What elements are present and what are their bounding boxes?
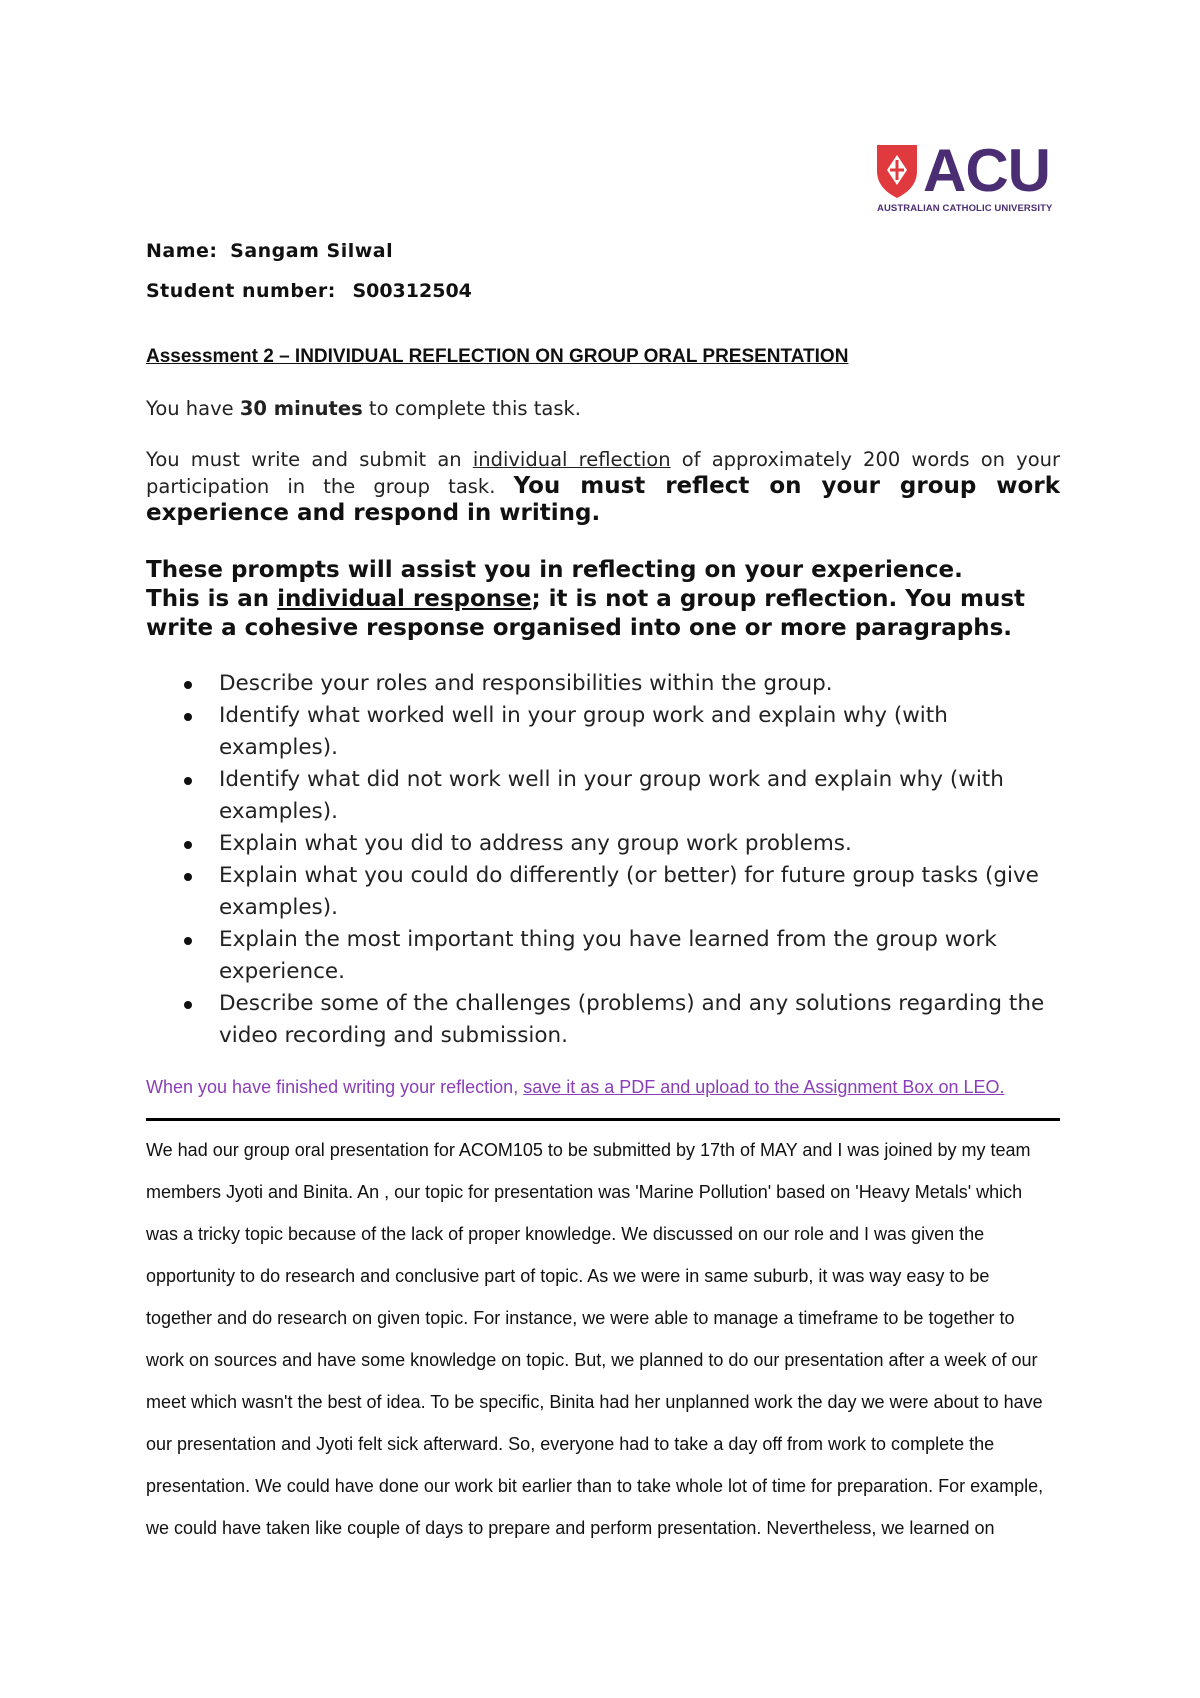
instruction-paragraph xyxy=(146,446,1060,527)
bullet-dot-icon xyxy=(184,841,192,849)
student-number-label: Student number: xyxy=(146,280,336,302)
essay-line: meet which wasn't the best of idea. To be specific, Binita had her unplanned work the day we were about to have xyxy=(146,1392,1043,1412)
list-item xyxy=(146,668,1060,700)
reflection-essay xyxy=(146,1136,1060,1556)
shield-icon xyxy=(875,143,919,199)
prompts-line1: These prompts will assist you in reflecting on your experience. xyxy=(146,557,963,583)
instruction-bold: You must reflect on your group work experience and respond in writing. xyxy=(146,473,1060,526)
essay-line: together and do research on given topic. For instance, we were able to manage a timeframe to be together to xyxy=(146,1308,1015,1328)
prompts-paragraph xyxy=(146,556,1060,643)
essay-line: We had our group oral presentation for ACOM105 to be submitted by 17th of MAY and I was joined by my team xyxy=(146,1140,1031,1160)
assessment-title: Assessment 2 – INDIVIDUAL REFLECTION ON GROUP ORAL PRESENTATION xyxy=(146,346,849,367)
list-item xyxy=(146,764,1060,828)
prompts-line2-pre: This is an xyxy=(146,586,278,612)
logo-subtitle: AUSTRALIAN CATHOLIC UNIVERSITY xyxy=(877,203,1053,214)
bullet-dot-icon xyxy=(184,1001,192,1009)
essay-line: members Jyoti and Binita. An , our topic for presentation was 'Marine Pollution' based on 'Heavy Metals' which xyxy=(146,1182,1023,1202)
instruction-pre: You must write and submit an xyxy=(146,448,473,471)
prompts-line2 xyxy=(146,585,1060,643)
list-item xyxy=(146,924,1060,988)
bullet-dot-icon xyxy=(184,681,192,689)
student-number-value: S00312504 xyxy=(352,280,472,302)
time-note xyxy=(146,395,1060,422)
bullet-text: Identify what worked well in your group work and explain why (with examples). xyxy=(219,703,948,760)
bullet-text: Identify what did not work well in your group work and explain why (with examples). xyxy=(219,767,1004,824)
essay-line: work on sources and have some knowledge on topic. But, we planned to do our presentation after a week of our xyxy=(146,1350,1038,1370)
submit-note xyxy=(146,1077,1060,1098)
essay-line: opportunity to do research and conclusive part of topic. As we were in same suburb, it was way easy to be xyxy=(146,1266,990,1286)
prompt-bullet-list xyxy=(146,668,1060,1052)
bullet-text: Describe some of the challenges (problems) and any solutions regarding the video recording and submission. xyxy=(219,991,1045,1048)
bullet-text: Explain what you could do differently (or better) for future group tasks (give examples). xyxy=(219,863,1039,920)
time-note-post: to complete this task. xyxy=(362,397,581,420)
submit-note-link[interactable]: save it as a PDF and upload to the Assignment Box on LEO. xyxy=(523,1077,1005,1097)
time-note-bold: 30 minutes xyxy=(239,397,363,420)
list-item xyxy=(146,860,1060,924)
acu-logo xyxy=(875,137,1075,215)
student-name-line xyxy=(146,240,393,262)
bullet-dot-icon xyxy=(184,937,192,945)
list-item xyxy=(146,828,1060,860)
essay-line: was a tricky topic because of the lack of proper knowledge. We discussed on our role and I was given the xyxy=(146,1224,985,1244)
bullet-dot-icon xyxy=(184,777,192,785)
time-note-pre: You have xyxy=(146,397,240,420)
name-label: Name: xyxy=(146,240,218,262)
instruction-post: of approximately 200 words on your participation in the group task. xyxy=(146,448,1061,498)
section-divider xyxy=(146,1118,1060,1121)
student-number-line xyxy=(146,280,472,302)
prompts-line2-post: ; it is not a group reflection. You must write a cohesive response organised into one or more paragraphs. xyxy=(146,586,1026,641)
list-item xyxy=(146,988,1060,1052)
bullet-dot-icon xyxy=(184,713,192,721)
name-value: Sangam Silwal xyxy=(230,240,394,262)
prompts-line2-underlined: individual response xyxy=(277,586,532,612)
list-item xyxy=(146,700,1060,764)
essay-line: presentation. We could have done our work bit earlier than to take whole lot of time for preparation. For example, xyxy=(146,1476,1044,1496)
essay-line: we could have taken like couple of days to prepare and perform presentation. Nevertheless, we learned on xyxy=(146,1518,995,1538)
bullet-text: Explain the most important thing you have learned from the group work experience. xyxy=(219,927,997,984)
bullet-dot-icon xyxy=(184,873,192,881)
bullet-text: Explain what you did to address any group work problems. xyxy=(219,831,852,856)
essay-line: our presentation and Jyoti felt sick afterward. So, everyone had to take a day off from work to complete the xyxy=(146,1434,995,1454)
submit-note-text: When you have finished writing your reflection, xyxy=(146,1077,524,1097)
instruction-underlined: individual reflection xyxy=(472,448,671,471)
bullet-text: Describe your roles and responsibilities within the group. xyxy=(219,671,833,696)
logo-wordmark: ACU xyxy=(923,137,1050,204)
